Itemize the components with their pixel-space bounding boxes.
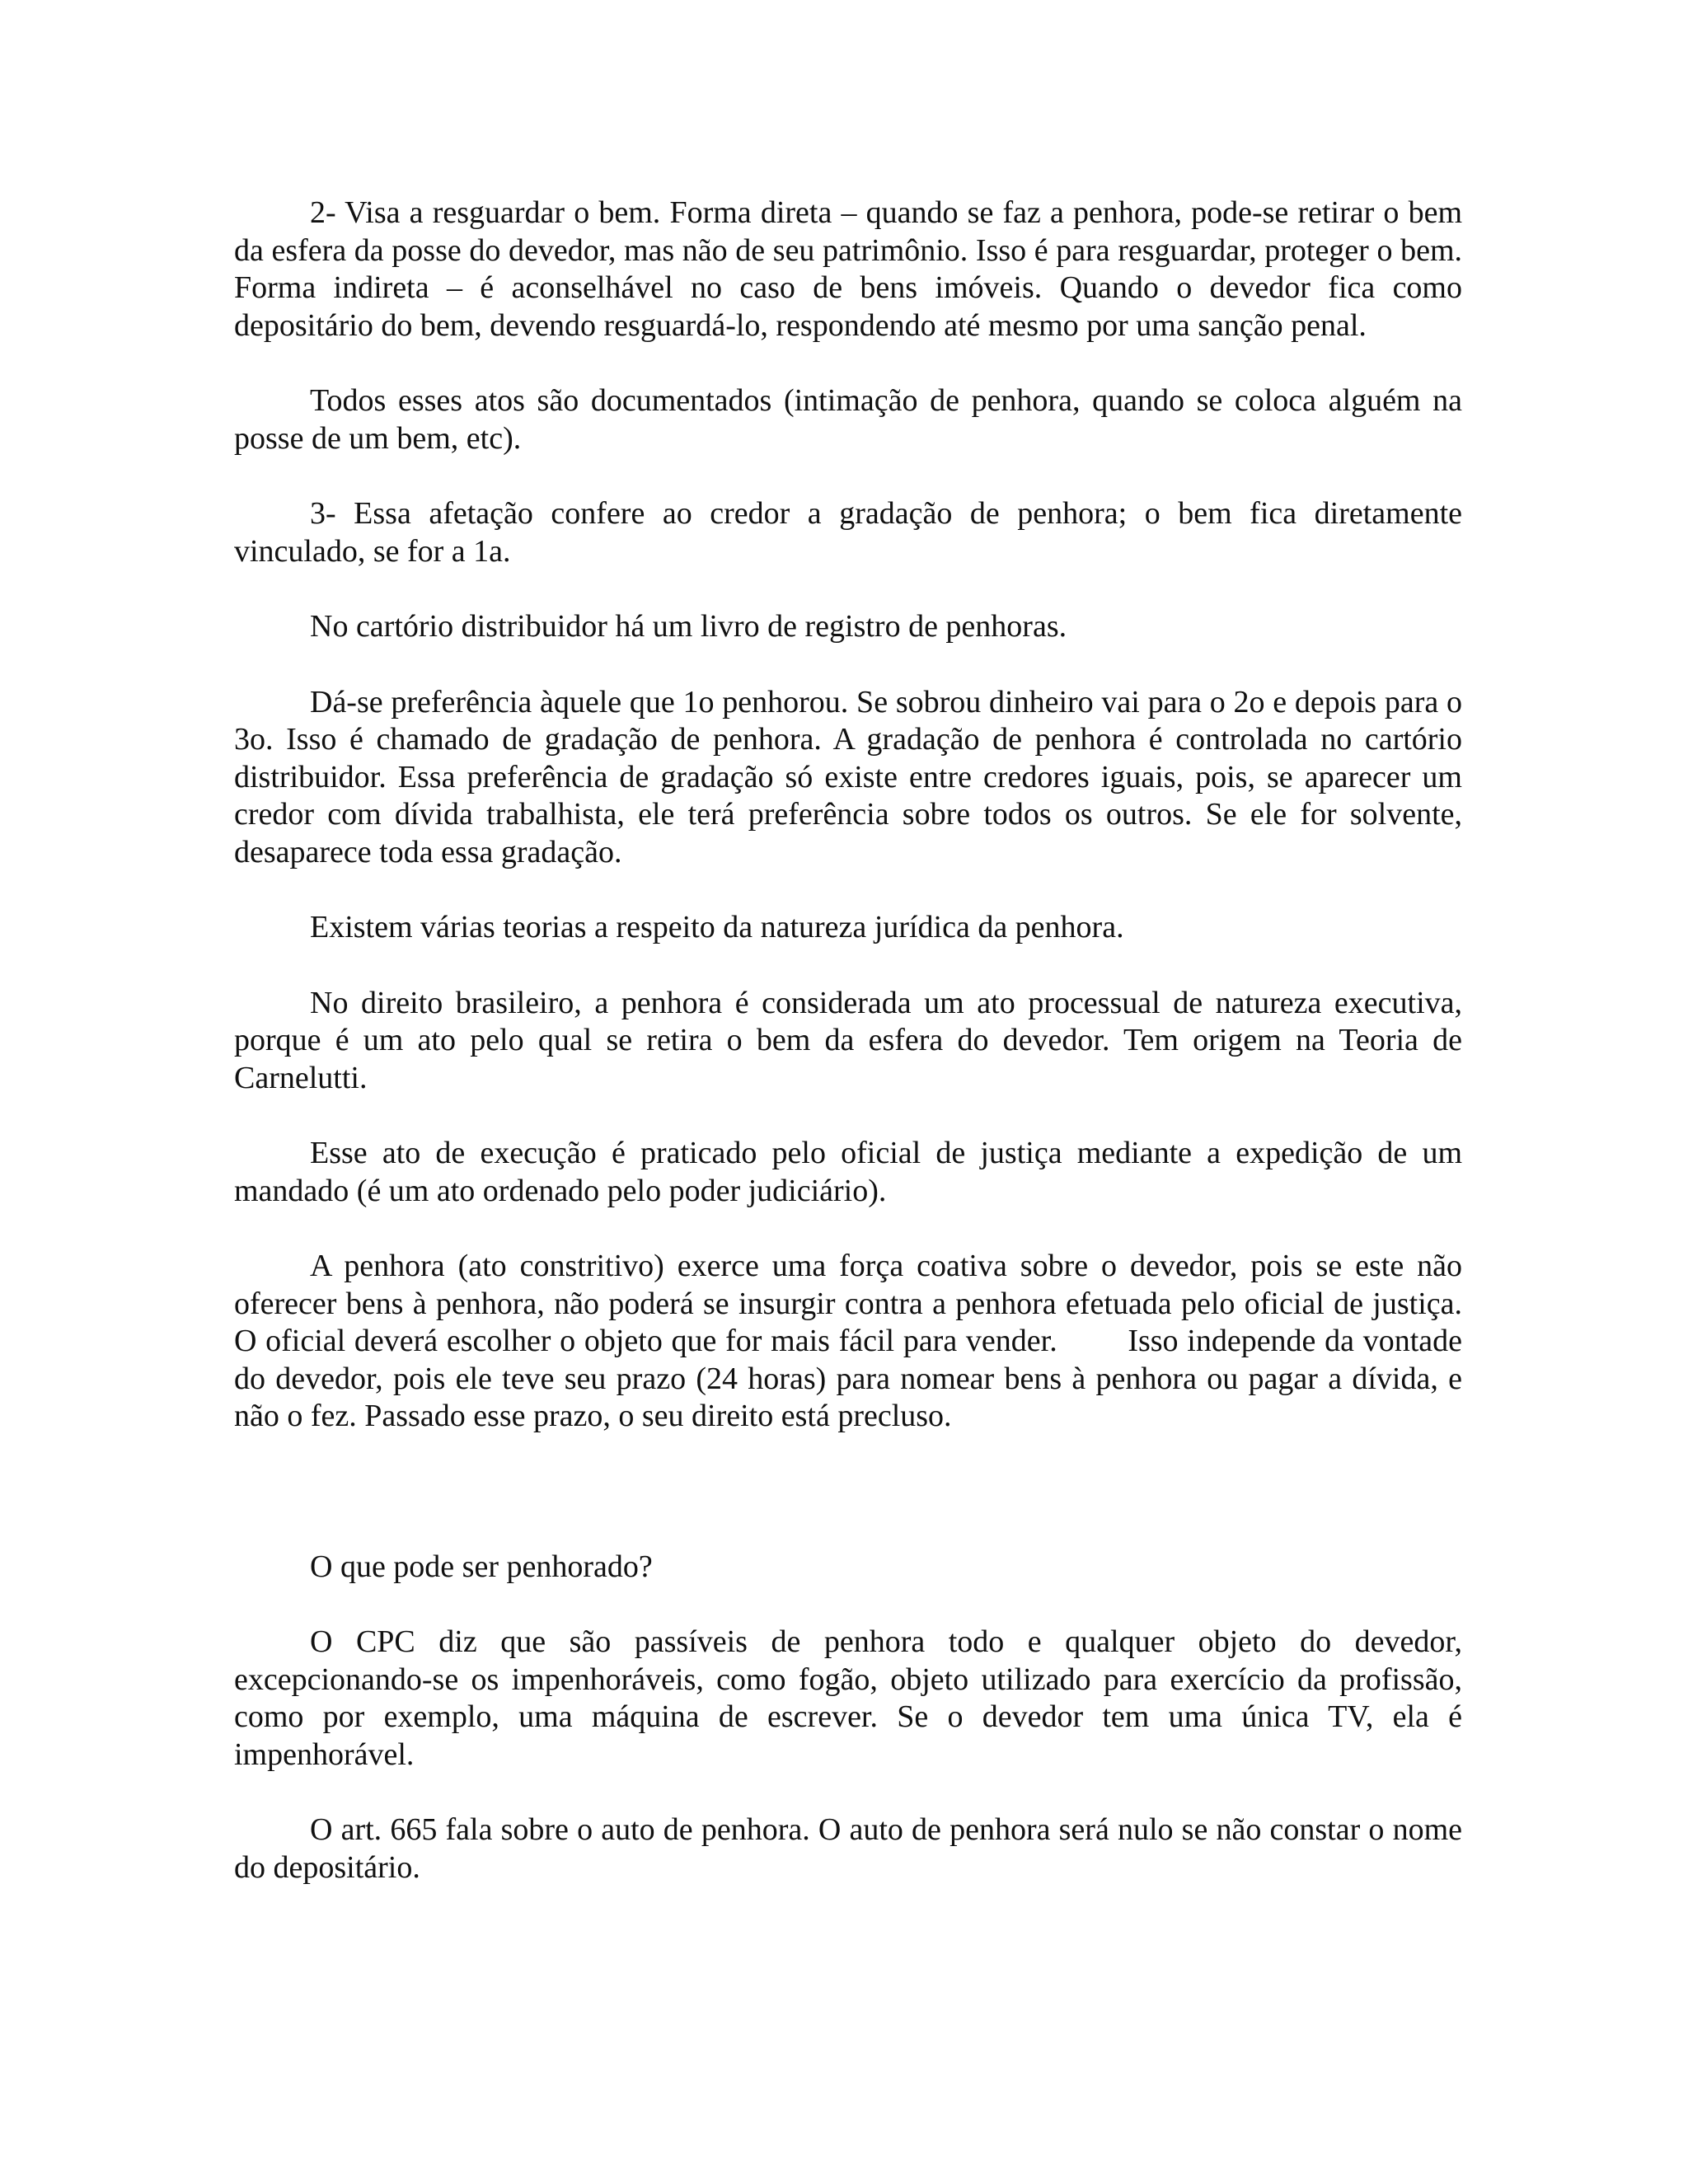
paragraph-art-665: O art. 665 fala sobre o auto de penhora. O auto de penhora será nulo se não constar o nome do depositário. [234, 1812, 1462, 1885]
paragraph-item-2: 2- Visa a resguardar o bem. Forma direta – quando se faz a penhora, pode-se retirar o bem da esfera da posse do devedor, mas não de seu patrimônio. Isso é para resguardar, proteger o bem. Forma indireta – é aconselhável no caso de bens imóveis. Quando o devedor fica como depositário do bem, devendo resguardá-lo, respondendo até mesmo por uma sanção penal. [234, 195, 1462, 343]
paragraph-direito-brasileiro: No direito brasileiro, a penhora é considerada um ato processual de natureza executiva, porque é um ato pelo qual se retira o bem da esfera do devedor. Tem origem na Teoria de Carnelutti. [234, 985, 1462, 1095]
paragraph-atos-documentados: Todos esses atos são documentados (intimação de penhora, quando se coloca alguém na posse de um bem, etc). [234, 383, 1462, 456]
paragraph-item-3: 3- Essa afetação confere ao credor a gradação de penhora; o bem fica diretamente vinculado, se for a 1a. [234, 496, 1462, 569]
paragraph-ato-de-execucao: Esse ato de execução é praticado pelo oficial de justiça mediante a expedição de um mandado (é um ato ordenado pelo poder judiciário). [234, 1136, 1462, 1208]
paragraph-preferencia: Dá-se preferência àquele que 1o penhorou. Se sobrou dinheiro vai para o 2o e depois para o 3o. Isso é chamado de gradação de penhora. A gradação de penhora é controlada no cartório distribuidor. Essa preferência de gradação só existe entre credores iguais, pois, se aparecer um credor com dívida trabalhista, ele terá preferência sobre todos os outros. Se ele for solvente, desaparece toda essa gradação. [234, 684, 1462, 869]
paragraph-cartorio-distribuidor: No cartório distribuidor há um livro de registro de penhoras. [310, 609, 1067, 644]
paragraph-teorias: Existem várias teorias a respeito da natureza jurídica da penhora. [310, 910, 1124, 944]
paragraph-cpc: O CPC diz que são passíveis de penhora todo e qualquer objeto do devedor, excepcionando-se os impenhoráveis, como fogão, objeto utilizado para exercício da profissão, como por exemplo, uma máquina de escrever. Se o devedor tem uma única TV, ela é impenhorável. [234, 1624, 1462, 1772]
paragraph-question: O que pode ser penhorado? [310, 1549, 653, 1584]
document-page [234, 194, 1470, 1924]
section-gap [234, 1474, 1462, 1549]
paragraph-forca-coativa: A penhora (ato constritivo) exerce uma força coativa sobre o devedor, pois se este não oferecer bens à penhora, não poderá se insurgir contra a penhora efetuada pelo oficial de justiça. O oficial deverá escolher o objeto que for mais fácil para vender. Isso independe da vontade do devedor, pois ele teve seu prazo (24 horas) para nomear bens à penhora ou pagar a dívida, e não o fez. Passado esse prazo, o seu direito está precluso. [234, 1249, 1470, 1433]
